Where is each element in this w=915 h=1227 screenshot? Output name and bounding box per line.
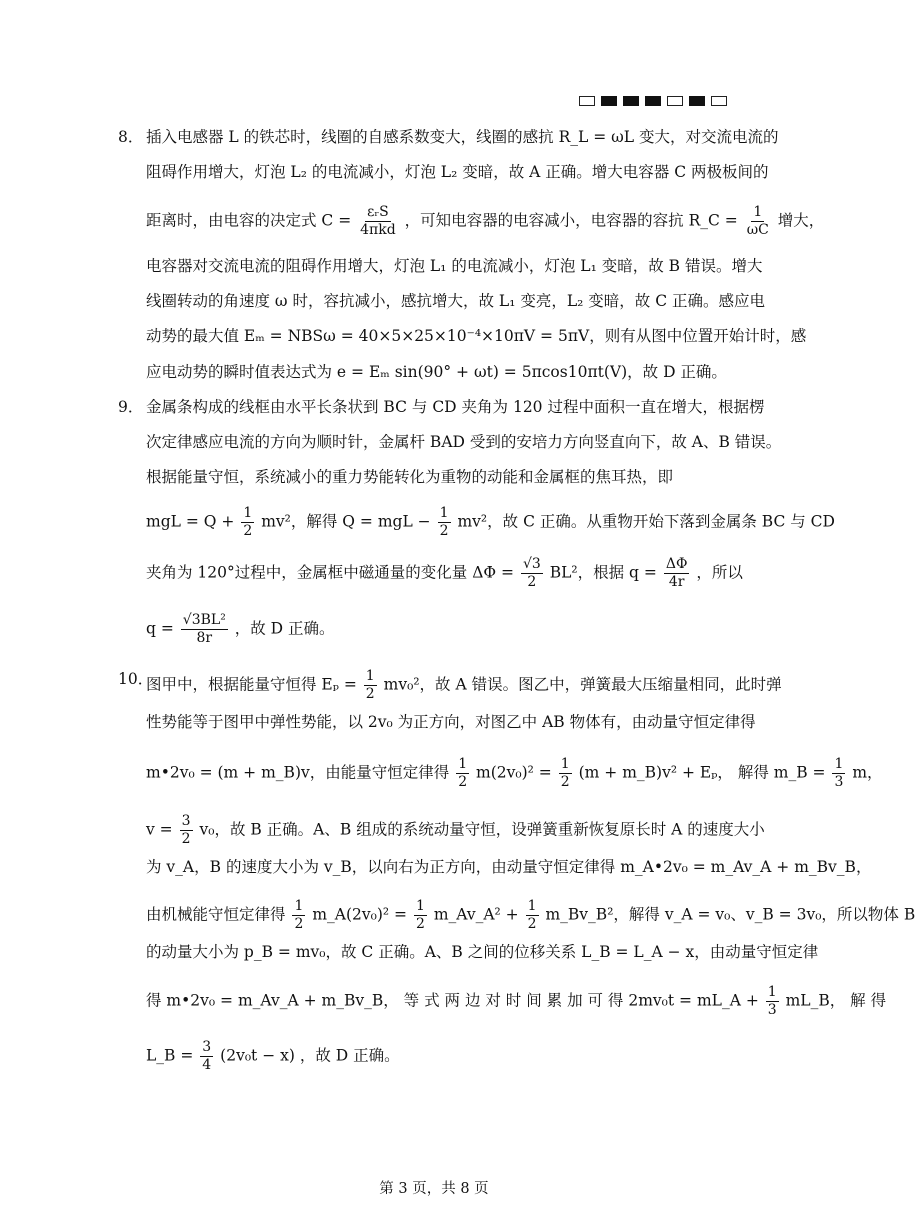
q10-line-8 [146, 984, 886, 1019]
third-fraction [832, 756, 845, 791]
half-fraction [438, 505, 451, 540]
charge-fraction [664, 556, 690, 591]
q8-line-1: 插入电感器 L 的铁芯时，线圈的自感系数变大，线圈的感抗 R_L = ωL 变大，对交流电流的 [146, 128, 779, 146]
page-mark [689, 96, 705, 106]
q8-line-6: 动势的最大值 Eₘ = NBSω = 40×5×25×10⁻⁴×10πV = 5πV，则有从图中位置开始计时，感 [146, 327, 807, 345]
q10-l1-text-b: mv₀²，故 A 错误。图乙中，弹簧最大压缩量相同，此时弹 [383, 675, 782, 694]
fraction-numerator: 1 [458, 756, 468, 772]
page-mark [601, 96, 617, 106]
q10-l6-text-b: m_A(2v₀)² = [312, 905, 408, 924]
q10-l1-text-a: 图甲中，根据能量守恒得 Eₚ = [146, 675, 357, 694]
q9-line-6 [146, 612, 335, 647]
reactance-fraction [745, 204, 771, 239]
q9-l5-text-c: ，所以 [696, 563, 743, 582]
q10-l9-text-a: L_B = [146, 1046, 194, 1065]
q10-line-2: 性势能等于图甲中弹性势能，以 2v₀ 为正方向，对图乙中 AB 物体有，由动量守恒定律得 [146, 713, 756, 731]
q10-l3-text-b: m(2v₀)² = [476, 763, 552, 782]
fraction-numerator: √3 [522, 556, 541, 572]
fraction-numerator: ΔΦ [665, 556, 688, 572]
page-mark [667, 96, 683, 106]
fraction-denominator: 2 [527, 574, 537, 590]
question-8-number: 8． [118, 128, 144, 146]
q10-l3-text-c: (m + m_B)v² + Eₚ， 解得 m_B = [578, 763, 826, 782]
q9-l6-text-a: q = [146, 619, 174, 638]
q10-l4-text-a: v = [146, 820, 173, 839]
q9-l5-text-a: 夹角为 120°过程中，金属框中磁通量的变化量 ΔΦ = [146, 563, 515, 582]
question-10-number: 10． [118, 670, 154, 688]
fraction-denominator: 2 [294, 916, 304, 932]
fraction-numerator: 1 [415, 898, 425, 914]
fraction-denominator: 2 [243, 523, 253, 539]
three-quarters-fraction [200, 1039, 213, 1074]
q8-line-3 [146, 204, 824, 239]
fraction-denominator: 2 [181, 831, 191, 847]
fraction-denominator: 3 [834, 774, 844, 790]
page-mark [711, 96, 727, 106]
q9-l6-text-b: ，故 D 正确。 [234, 619, 335, 638]
q10-line-3 [146, 756, 883, 791]
half-fraction [526, 898, 539, 933]
fraction-denominator: 4πkd [360, 222, 396, 238]
fraction-numerator: 1 [365, 668, 375, 684]
half-fraction [241, 505, 254, 540]
q10-line-7: 的动量大小为 p_B = mv₀，故 C 正确。A、B 之间的位移关系 L_B = L_A − x，由动量守恒定律 [146, 943, 819, 961]
fraction-numerator: 3 [181, 813, 191, 829]
q10-l3-text-d: m， [852, 763, 883, 782]
half-fraction [292, 898, 305, 933]
q10-l4-text-b: v₀，故 B 正确。A、B 组成的系统动量守恒，设弹簧重新恢复原长时 A 的速度大小 [199, 820, 765, 839]
q8-line-7: 应电动势的瞬时值表达式为 e = Eₘ sin(90° + ωt) = 5πcos10πt(V)，故 D 正确。 [146, 363, 727, 381]
q8-l3-text-c: 增大， [777, 211, 825, 230]
question-9-number: 9． [118, 398, 144, 416]
half-fraction [456, 756, 469, 791]
q10-line-5: 为 v_A，B 的速度大小为 v_B，以向右为正方向，由动量守恒定律得 m_A•2v₀ = m_Av_A + m_Bv_B， [146, 858, 872, 876]
fraction-denominator: 2 [415, 916, 425, 932]
page-mark [623, 96, 639, 106]
fraction-denominator: 4r [668, 574, 685, 590]
fraction-numerator: 1 [767, 984, 777, 1000]
q10-l8-text-b: mL_B， 解 得 [785, 991, 887, 1010]
fraction-denominator: 2 [560, 774, 570, 790]
q9-line-5 [146, 556, 743, 591]
q10-l3-text-a: m•2v₀ = (m + m_B)v，由能量守恒定律得 [146, 763, 450, 782]
three-halves-fraction [180, 813, 193, 848]
fraction-denominator: ωC [746, 222, 769, 238]
fraction-numerator: 3 [202, 1039, 212, 1055]
half-fraction [414, 898, 427, 933]
q9-l5-text-b: BL²，根据 q = [549, 563, 657, 582]
q10-l6-text-c: m_Av_A² + [433, 905, 519, 924]
flux-fraction [521, 556, 543, 591]
q10-line-9 [146, 1039, 400, 1074]
q10-line-4 [146, 813, 765, 848]
q9-l4-text-b: mv²，解得 Q = mgL − [261, 512, 431, 531]
q9-line-2: 次定律感应电流的方向为顺时针，金属杆 BAD 受到的安培力方向竖直向下，故 A、B 错误。 [146, 433, 782, 451]
fraction-denominator: 2 [458, 774, 468, 790]
q10-line-1 [146, 668, 782, 703]
q9-l4-text-c: mv²，故 C 正确。从重物开始下落到金属条 BC 与 CD [457, 512, 835, 531]
q10-l6-text-a: 由机械能守恒定律得 [146, 905, 286, 924]
q10-l8-text-a: 得 m•2v₀ = m_Av_A + m_Bv_B， 等 式 两 边 对 时 间 累 加 可 得 2mv₀t = mL_A + [146, 991, 759, 1010]
fraction-numerator: εᵣS [367, 204, 389, 220]
page-progress-marks [579, 96, 727, 106]
q9-line-3: 根据能量守恒，系统减小的重力势能转化为重物的动能和金属框的焦耳热，即 [146, 468, 674, 486]
q9-line-4 [146, 505, 835, 540]
q9-line-1: 金属条构成的线框由水平长条状到 BC 与 CD 夹角为 120 过程中面积一直在增大，根据楞 [146, 398, 765, 416]
fraction-numerator: √3BL² [182, 612, 226, 628]
half-fraction [364, 668, 377, 703]
q8-line-4: 电容器对交流电流的阻碍作用增大，灯泡 L₁ 的电流减小，灯泡 L₁ 变暗，故 B 错误。增大 [146, 257, 763, 275]
page-number: 第 3 页，共 8 页 [379, 1181, 489, 1197]
q8-line-5: 线圈转动的角速度 ω 时，容抗减小，感抗增大，故 L₁ 变亮，L₂ 变暗，故 C 正确。感应电 [146, 292, 766, 310]
fraction-numerator: 1 [560, 756, 570, 772]
q8-line-2: 阻碍作用增大，灯泡 L₂ 的电流减小，灯泡 L₂ 变暗，故 A 正确。增大电容器 C 两极板间的 [146, 163, 769, 181]
q9-l4-text-a: mgL = Q + [146, 512, 235, 531]
page-mark [645, 96, 661, 106]
fraction-numerator: 1 [527, 898, 537, 914]
fraction-denominator: 8r [196, 630, 213, 646]
fraction-denominator: 2 [527, 916, 537, 932]
fraction-numerator: 1 [294, 898, 304, 914]
q8-l3-text-b: ，可知电容器的电容减小，电容器的容抗 R_C = [404, 211, 738, 230]
page-mark [579, 96, 595, 106]
charge-result-fraction [181, 612, 228, 647]
fraction-numerator: 1 [834, 756, 844, 772]
capacitance-fraction [358, 204, 398, 239]
half-fraction [559, 756, 572, 791]
fraction-denominator: 3 [767, 1002, 777, 1018]
q10-l6-text-d: m_Bv_B²，解得 v_A = v₀、v_B = 3v₀，所以物体 B [545, 905, 915, 924]
q10-l9-text-b: (2v₀t − x) ，故 D 正确。 [220, 1046, 400, 1065]
third-fraction [766, 984, 779, 1019]
q10-line-6 [146, 898, 915, 933]
fraction-numerator: 1 [753, 204, 763, 220]
fraction-denominator: 2 [365, 686, 375, 702]
q8-l3-text-a: 距离时，由电容的决定式 C = [146, 211, 352, 230]
fraction-numerator: 1 [439, 505, 449, 521]
fraction-denominator: 4 [202, 1057, 212, 1073]
fraction-numerator: 1 [243, 505, 253, 521]
fraction-denominator: 2 [439, 523, 449, 539]
